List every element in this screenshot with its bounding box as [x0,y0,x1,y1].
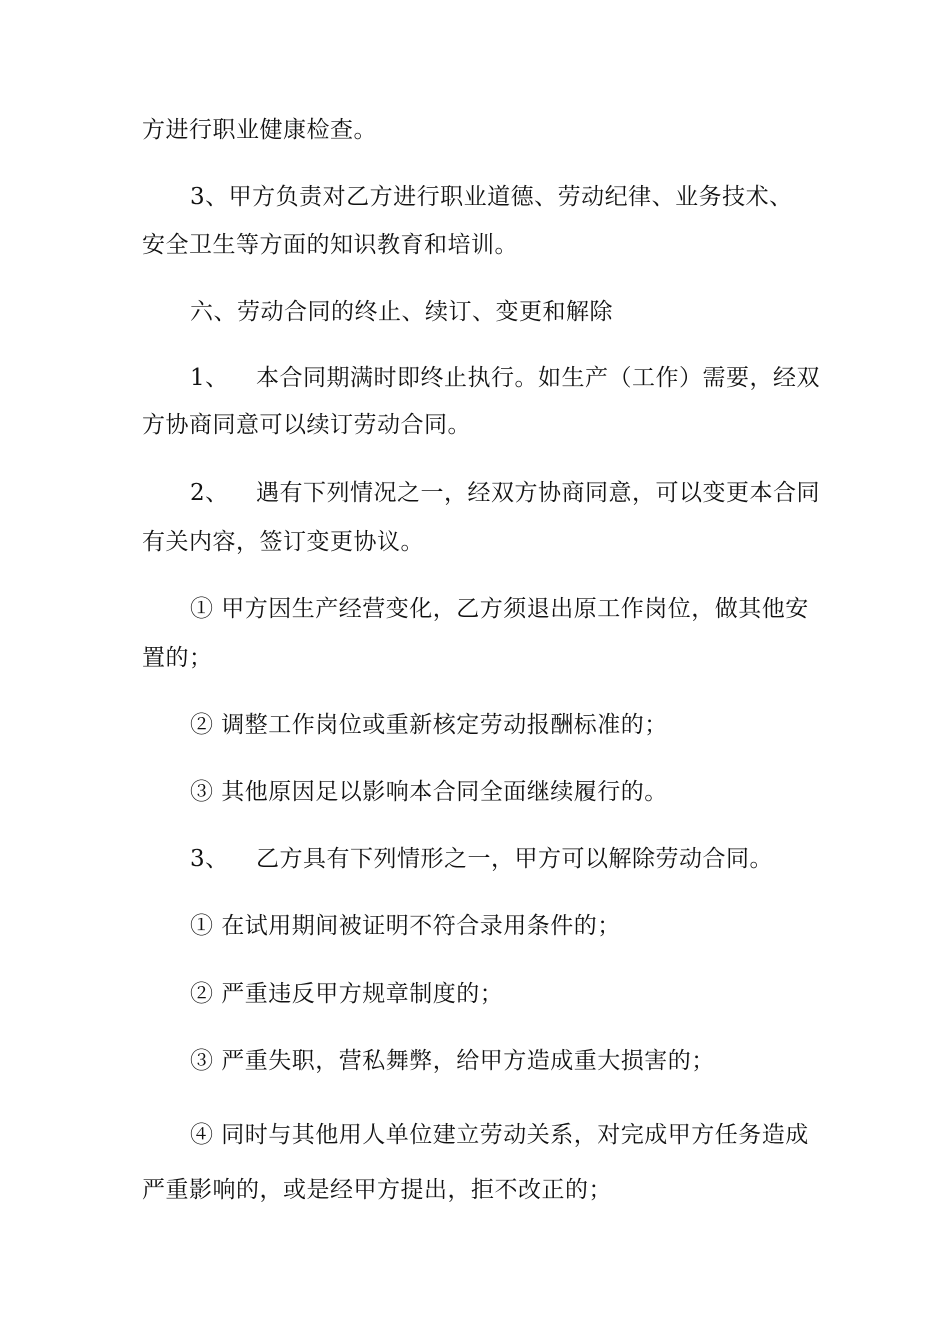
numbered-line [190,478,820,508]
item-text: 遇有下列情况之一，经双方协商同意，可以变更本合同 [256,480,820,506]
item-number: 1、 [190,365,229,391]
list-item: ④ 同时与其他用人单位建立劳动关系，对完成甲方任务造成 [190,1122,809,1148]
item-text: 乙方具有下列情形之一，甲方可以解除劳动合同。 [256,846,773,872]
list-item: ③ 其他原因足以影响本合同全面继续履行的。 [190,779,668,805]
item-number: 3、 [190,846,229,872]
paragraph-line: 方进行职业健康检查。 [142,117,377,143]
paragraph-line: 3、甲方负责对乙方进行职业道德、劳动纪律、业务技术、 [190,184,793,210]
paragraph-line: 方协商同意可以续订劳动合同。 [142,412,471,438]
paragraph-line: 有关内容，签订变更协议。 [142,529,424,555]
list-item: ② 严重违反甲方规章制度的； [190,981,504,1007]
list-item: ③ 严重失职，营私舞弊，给甲方造成重大损害的； [190,1048,715,1074]
list-item: ② 调整工作岗位或重新核定劳动报酬标准的； [190,712,668,738]
item-number: 2、 [190,480,229,506]
numbered-line [190,363,820,393]
paragraph-line: 置的； [142,645,213,671]
paragraph-line: 安全卫生等方面的知识教育和培训。 [142,232,518,258]
list-item: ① 甲方因生产经营变化，乙方须退出原工作岗位，做其他安 [190,596,809,622]
numbered-line [190,844,773,874]
paragraph-line: 严重影响的，或是经甲方提出，拒不改正的； [142,1177,612,1203]
list-item: ① 在试用期间被证明不符合录用条件的； [190,913,621,939]
item-text: 本合同期满时即终止执行。如生产（工作）需要，经双 [256,365,820,391]
section-heading: 六、劳动合同的终止、续订、变更和解除 [190,299,613,325]
